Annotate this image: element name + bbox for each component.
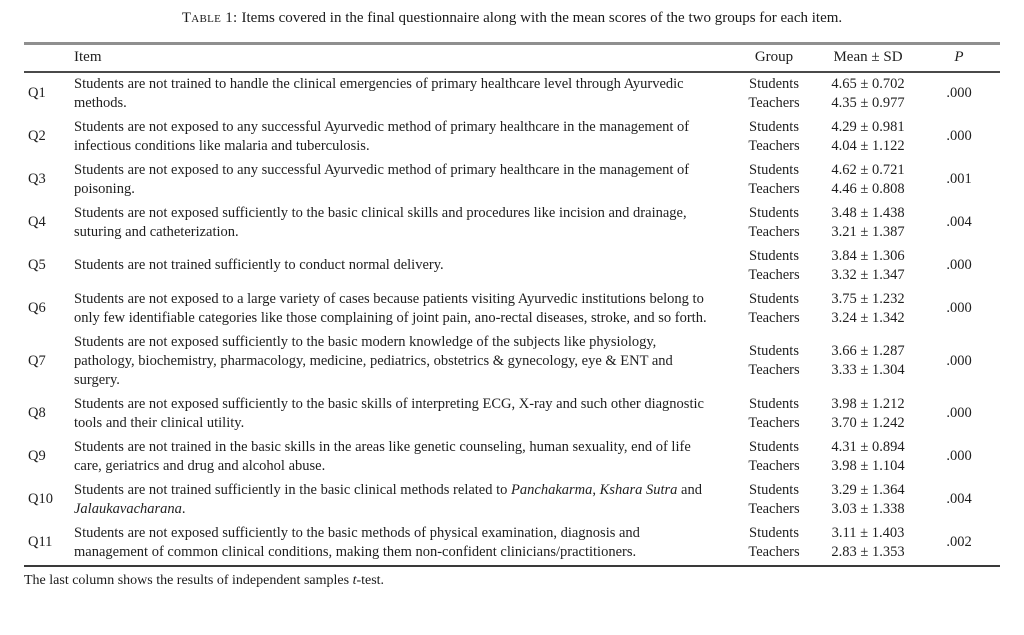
group-label-students: Students bbox=[749, 343, 799, 360]
group-label-teachers: Teachers bbox=[748, 543, 800, 560]
item-text: Students are not exposed sufficiently to the basic methods of physical examination, diagnosis and management of common clinical conditions, making them non-confident clinicians/practitioners. bbox=[74, 524, 640, 560]
group-label-students: Students bbox=[749, 481, 799, 498]
table-footnote: The last column shows the results of independent samples t-test. bbox=[24, 572, 385, 588]
group-label-teachers: Teachers bbox=[748, 414, 800, 431]
item-id: Q7 bbox=[28, 352, 46, 369]
item-text: Students are not trained sufficiently in the basic clinical methods related to Panchakarma, Kshara Sutra and Jalaukavacharana. bbox=[74, 481, 702, 517]
mean-sd-students: 4.62 ± 0.721 bbox=[831, 161, 905, 178]
p-value: .000 bbox=[946, 85, 972, 102]
header-mean-sd: Mean ± SD bbox=[833, 49, 903, 65]
table-rule-bottom bbox=[24, 565, 1000, 567]
item-text: Students are not exposed to a large variety of cases because patients visiting Ayurvedic institutions belong to only few identifiable categories like those complaining of joint pain, ano-rectal diseases, stroke, and so forth. bbox=[74, 290, 707, 326]
table-row bbox=[24, 159, 1000, 202]
mean-sd-teachers: 2.83 ± 1.353 bbox=[831, 543, 905, 560]
mean-sd-students: 3.98 ± 1.212 bbox=[831, 395, 905, 412]
group-cell bbox=[730, 161, 818, 199]
mean-sd-students: 4.31 ± 0.894 bbox=[831, 438, 905, 455]
mean-sd-teachers: 3.33 ± 1.304 bbox=[831, 362, 905, 379]
table-row bbox=[24, 479, 1000, 522]
group-label-teachers: Teachers bbox=[748, 457, 800, 474]
mean-sd-cell bbox=[818, 395, 918, 433]
item-id: Q2 bbox=[28, 128, 46, 145]
group-label-students: Students bbox=[749, 247, 799, 264]
p-value: .000 bbox=[946, 448, 972, 465]
mean-sd-teachers: 3.21 ± 1.387 bbox=[831, 223, 905, 240]
mean-sd-cell bbox=[818, 118, 918, 156]
item-id: Q9 bbox=[28, 448, 46, 465]
mean-sd-teachers: 3.70 ± 1.242 bbox=[831, 414, 905, 431]
table-row bbox=[24, 73, 1000, 116]
group-label-students: Students bbox=[749, 118, 799, 135]
group-label-teachers: Teachers bbox=[748, 309, 800, 326]
p-value: .000 bbox=[946, 257, 972, 274]
mean-sd-teachers: 3.32 ± 1.347 bbox=[831, 266, 905, 283]
group-cell bbox=[730, 290, 818, 328]
group-label-students: Students bbox=[749, 204, 799, 221]
table-row bbox=[24, 331, 1000, 393]
group-label-students: Students bbox=[749, 395, 799, 412]
group-label-teachers: Teachers bbox=[748, 500, 800, 517]
table-row bbox=[24, 436, 1000, 479]
item-text: Students are not exposed sufficiently to the basic modern knowledge of the subjects like physiology, pathology, biochemistry, pharmacology, medicine, pediatrics, obstetrics & gynecology, eye & ENT and surgery. bbox=[74, 333, 673, 388]
table-caption-text: Items covered in the final questionnaire along with the mean scores of the two groups for each item. bbox=[241, 10, 843, 26]
group-cell bbox=[730, 342, 818, 380]
mean-sd-students: 4.29 ± 0.981 bbox=[831, 118, 905, 135]
mean-sd-cell bbox=[818, 290, 918, 328]
group-cell bbox=[730, 438, 818, 476]
mean-sd-cell bbox=[818, 481, 918, 519]
group-cell bbox=[730, 481, 818, 519]
mean-sd-cell bbox=[818, 247, 918, 285]
mean-sd-students: 4.65 ± 0.702 bbox=[831, 75, 905, 92]
group-label-students: Students bbox=[749, 75, 799, 92]
mean-sd-students: 3.29 ± 1.364 bbox=[831, 481, 905, 498]
group-cell bbox=[730, 524, 818, 562]
group-label-teachers: Teachers bbox=[748, 180, 800, 197]
mean-sd-students: 3.66 ± 1.287 bbox=[831, 343, 905, 360]
table-header-row bbox=[24, 45, 1000, 71]
item-id: Q1 bbox=[28, 85, 46, 102]
table-row bbox=[24, 393, 1000, 436]
p-value: .001 bbox=[946, 171, 972, 188]
mean-sd-students: 3.11 ± 1.403 bbox=[831, 524, 905, 541]
mean-sd-cell bbox=[818, 342, 918, 380]
p-value: .000 bbox=[946, 300, 972, 317]
group-label-students: Students bbox=[749, 524, 799, 541]
table-row bbox=[24, 522, 1000, 565]
table-row bbox=[24, 245, 1000, 288]
p-value: .000 bbox=[946, 405, 972, 422]
mean-sd-cell bbox=[818, 161, 918, 199]
table-caption-number: Table 1: bbox=[181, 10, 238, 26]
group-cell bbox=[730, 118, 818, 156]
table bbox=[24, 42, 1000, 567]
mean-sd-students: 3.84 ± 1.306 bbox=[831, 247, 905, 264]
group-label-teachers: Teachers bbox=[748, 94, 800, 111]
group-label-teachers: Teachers bbox=[748, 223, 800, 240]
mean-sd-cell bbox=[818, 75, 918, 113]
mean-sd-teachers: 4.04 ± 1.122 bbox=[831, 137, 905, 154]
table-row bbox=[24, 116, 1000, 159]
table-row bbox=[24, 202, 1000, 245]
mean-sd-teachers: 3.03 ± 1.338 bbox=[831, 500, 905, 517]
table-body bbox=[24, 73, 1000, 565]
table-caption bbox=[0, 0, 1024, 28]
mean-sd-teachers: 3.24 ± 1.342 bbox=[831, 309, 905, 326]
group-label-teachers: Teachers bbox=[748, 137, 800, 154]
mean-sd-teachers: 4.46 ± 0.808 bbox=[831, 180, 905, 197]
p-value: .000 bbox=[946, 352, 972, 369]
group-label-students: Students bbox=[749, 161, 799, 178]
group-label-teachers: Teachers bbox=[748, 362, 800, 379]
mean-sd-cell bbox=[818, 524, 918, 562]
table-row bbox=[24, 288, 1000, 331]
group-cell bbox=[730, 247, 818, 285]
item-id: Q5 bbox=[28, 257, 46, 274]
item-id: Q10 bbox=[28, 491, 53, 508]
group-label-students: Students bbox=[749, 438, 799, 455]
group-label-teachers: Teachers bbox=[748, 266, 800, 283]
mean-sd-cell bbox=[818, 204, 918, 242]
item-text: Students are not exposed sufficiently to the basic clinical skills and procedures like incision and drainage, suturing and catheterization. bbox=[74, 204, 687, 240]
header-item: Item bbox=[74, 49, 102, 65]
item-text: Students are not exposed to any successful Ayurvedic method of primary healthcare in the management of infectious conditions like malaria and tuberculosis. bbox=[74, 118, 690, 154]
group-label-students: Students bbox=[749, 290, 799, 307]
mean-sd-teachers: 3.98 ± 1.104 bbox=[831, 457, 905, 474]
item-id: Q3 bbox=[28, 171, 46, 188]
p-value: .004 bbox=[946, 214, 972, 231]
item-id: Q4 bbox=[28, 214, 46, 231]
item-id: Q11 bbox=[28, 534, 53, 551]
item-id: Q8 bbox=[28, 405, 46, 422]
mean-sd-teachers: 4.35 ± 0.977 bbox=[831, 94, 905, 111]
p-value: .000 bbox=[946, 128, 972, 145]
p-value: .002 bbox=[946, 534, 972, 551]
item-text: Students are not trained to handle the clinical emergencies of primary healthcare level through Ayurvedic methods. bbox=[74, 75, 684, 111]
item-text: Students are not exposed to any successful Ayurvedic method of primary healthcare in the management of poisoning. bbox=[74, 161, 690, 197]
mean-sd-cell bbox=[818, 438, 918, 476]
mean-sd-students: 3.75 ± 1.232 bbox=[831, 290, 905, 307]
mean-sd-students: 3.48 ± 1.438 bbox=[831, 204, 905, 221]
group-cell bbox=[730, 395, 818, 433]
header-p: P bbox=[954, 49, 964, 65]
item-text: Students are not trained in the basic skills in the areas like genetic counseling, human sexuality, end of life care, geriatrics and drug and alcohol abuse. bbox=[74, 438, 691, 474]
p-value: .004 bbox=[946, 491, 972, 508]
group-cell bbox=[730, 204, 818, 242]
item-id: Q6 bbox=[28, 300, 46, 317]
header-group: Group bbox=[754, 49, 794, 65]
group-cell bbox=[730, 75, 818, 113]
item-text: Students are not trained sufficiently to conduct normal delivery. bbox=[74, 257, 444, 274]
item-text: Students are not exposed sufficiently to the basic skills of interpreting ECG, X-ray and such other diagnostic tools and their clinical utility. bbox=[74, 395, 704, 431]
